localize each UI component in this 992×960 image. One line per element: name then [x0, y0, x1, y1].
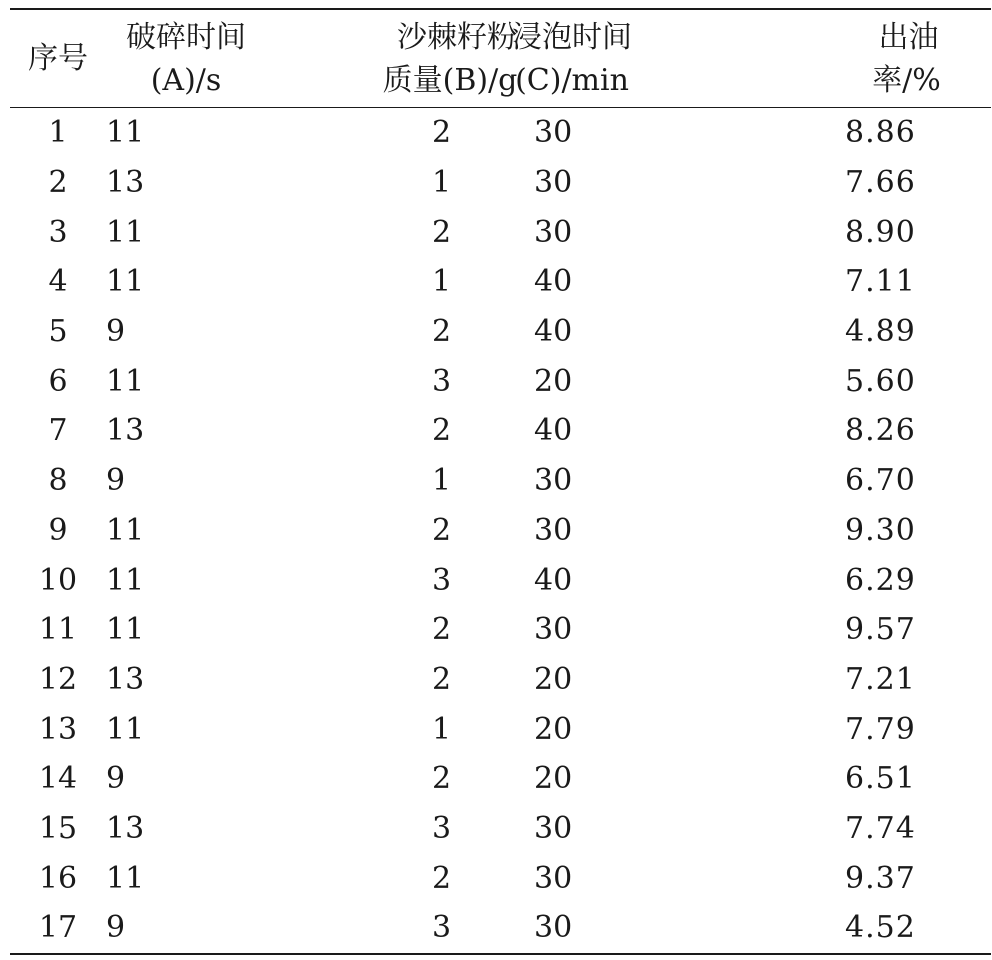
table-row: [10, 853, 991, 903]
cell-serial-number: 13: [38, 711, 78, 747]
cell-serial-number: 9: [48, 512, 68, 548]
header-crushing-time-line2: (A)/s: [150, 62, 222, 98]
cell-powder-mass: 3: [432, 562, 452, 598]
cell-soaking-time: 30: [534, 903, 662, 954]
cell-soaking-time: 20: [534, 761, 573, 797]
table-row: [10, 903, 991, 954]
cell-serial-number: 15: [38, 810, 78, 846]
cell-powder-mass: 1: [432, 264, 452, 300]
cell-crushing-time: 11: [106, 612, 145, 648]
table-body: [10, 108, 991, 954]
cell-soaking-time: 40: [534, 264, 573, 300]
cell-soaking-time: 30: [534, 512, 573, 548]
cell-soaking-time: 30: [534, 214, 573, 250]
cell-powder-mass: 2: [432, 761, 452, 797]
cell-crushing-time: 13: [106, 661, 145, 697]
cell-crushing-time: 13: [106, 413, 145, 449]
cell-soaking-time: 40: [534, 413, 573, 449]
cell-crushing-time: 11: [106, 264, 145, 300]
cell-serial-number: 11: [38, 612, 78, 648]
cell-crushing-time: 11: [106, 363, 145, 399]
cell-soaking-time: 30: [534, 115, 573, 151]
cell-serial-number: 12: [38, 661, 78, 697]
table-row: [10, 804, 991, 854]
cell-serial-number: 7: [48, 413, 68, 449]
cell-crushing-time: 11: [106, 214, 145, 250]
table-row: [10, 506, 991, 556]
header-soaking-time-line1: 浸泡时间: [512, 19, 632, 55]
cell-soaking-time: 30: [534, 463, 573, 499]
cell-soaking-time: 30: [534, 810, 573, 846]
cell-crushing-time: 9: [106, 463, 126, 499]
cell-crushing-time: 11: [106, 711, 145, 747]
cell-powder-mass: 2: [432, 314, 452, 350]
header-powder-mass: [226, 9, 534, 108]
cell-oil-yield: 6.51: [845, 761, 916, 797]
table-header: [10, 9, 991, 108]
cell-powder-mass: 2: [432, 661, 452, 697]
cell-powder-mass: 2: [432, 512, 452, 548]
cell-serial-number: 17: [10, 903, 106, 954]
cell-oil-yield: 9.30: [845, 512, 916, 548]
cell-crushing-time: 9: [106, 314, 126, 350]
cell-serial-number: 10: [38, 562, 78, 598]
header-serial-number-label: 序号: [28, 41, 88, 76]
cell-serial-number: 8: [48, 463, 68, 499]
cell-serial-number: 3: [48, 214, 68, 250]
cell-powder-mass: 2: [432, 214, 452, 250]
cell-oil-yield: 5.60: [845, 363, 916, 399]
header-oil-yield-line1: 出油: [878, 19, 939, 55]
experiment-results-table: [10, 8, 991, 955]
cell-soaking-time: 20: [534, 661, 573, 697]
cell-powder-mass: 3: [432, 363, 452, 399]
cell-powder-mass: 2: [432, 413, 452, 449]
cell-oil-yield: 9.57: [845, 612, 916, 648]
cell-soaking-time: 20: [534, 711, 573, 747]
header-soaking-time-line2: (C)/min: [515, 62, 629, 98]
cell-crushing-time: 11: [106, 512, 145, 548]
cell-oil-yield: 8.86: [845, 115, 916, 151]
table-row: [10, 356, 991, 406]
cell-crushing-time: 11: [106, 860, 145, 896]
cell-soaking-time: 40: [534, 314, 573, 350]
cell-powder-mass: 3: [432, 810, 452, 846]
cell-oil-yield: 9.37: [845, 860, 916, 896]
cell-powder-mass: 1: [432, 711, 452, 747]
cell-powder-mass: 1: [432, 165, 452, 201]
cell-powder-mass: 2: [432, 115, 452, 151]
table-row: [10, 307, 991, 357]
header-oil-yield-line2: 率/%: [872, 62, 941, 98]
cell-powder-mass: 3: [226, 903, 534, 954]
table-row: [10, 754, 991, 804]
cell-oil-yield: 8.90: [845, 214, 916, 250]
cell-oil-yield: 7.11: [845, 264, 916, 300]
header-crushing-time-line1: 破碎时间: [126, 19, 246, 55]
cell-powder-mass: 2: [432, 860, 452, 896]
cell-serial-number: 5: [48, 314, 68, 350]
cell-oil-yield: 7.66: [845, 165, 916, 201]
table-row: [10, 555, 991, 605]
cell-oil-yield: 6.70: [845, 463, 916, 499]
cell-crushing-time: 13: [106, 165, 145, 201]
cell-powder-mass: 2: [432, 612, 452, 648]
header-crushing-time: [106, 9, 246, 108]
table-row: [10, 108, 991, 158]
header-serial-number: [10, 9, 106, 108]
cell-oil-yield: 7.21: [845, 661, 916, 697]
cell-oil-yield: 6.29: [845, 562, 916, 598]
cell-soaking-time: 30: [534, 860, 573, 896]
table-row: [10, 158, 991, 208]
header-powder-mass-line1: 沙棘籽粉: [397, 19, 517, 55]
header-oil-yield: [662, 9, 991, 108]
header-powder-mass-line2: 质量(B)/g: [382, 62, 518, 98]
cell-oil-yield: 4.52: [662, 903, 991, 954]
cell-soaking-time: 20: [534, 363, 573, 399]
cell-crushing-time: 11: [106, 115, 145, 151]
table-row: [10, 406, 991, 456]
header-row: [10, 9, 991, 108]
cell-soaking-time: 30: [534, 165, 573, 201]
table-row: [10, 456, 991, 506]
cell-serial-number: 16: [38, 860, 78, 896]
table-row: [10, 655, 991, 705]
header-soaking-time: [512, 9, 662, 108]
cell-crushing-time: 9: [106, 761, 126, 797]
cell-soaking-time: 30: [534, 612, 573, 648]
cell-crushing-time: 13: [106, 810, 145, 846]
cell-oil-yield: 7.74: [845, 810, 916, 846]
cell-serial-number: 6: [48, 363, 68, 399]
cell-crushing-time: 9: [106, 903, 226, 954]
cell-oil-yield: 8.26: [845, 413, 916, 449]
cell-serial-number: 1: [48, 115, 68, 151]
cell-soaking-time: 40: [534, 562, 573, 598]
table-row: [10, 207, 991, 257]
table-row: [10, 257, 991, 307]
cell-oil-yield: 7.79: [845, 711, 916, 747]
cell-serial-number: 14: [38, 761, 78, 797]
cell-oil-yield: 4.89: [845, 314, 916, 350]
table-row: [10, 704, 991, 754]
cell-powder-mass: 1: [432, 463, 452, 499]
cell-crushing-time: 11: [106, 562, 145, 598]
table-row: [10, 605, 991, 655]
cell-serial-number: 2: [48, 165, 68, 201]
cell-serial-number: 4: [48, 264, 68, 300]
